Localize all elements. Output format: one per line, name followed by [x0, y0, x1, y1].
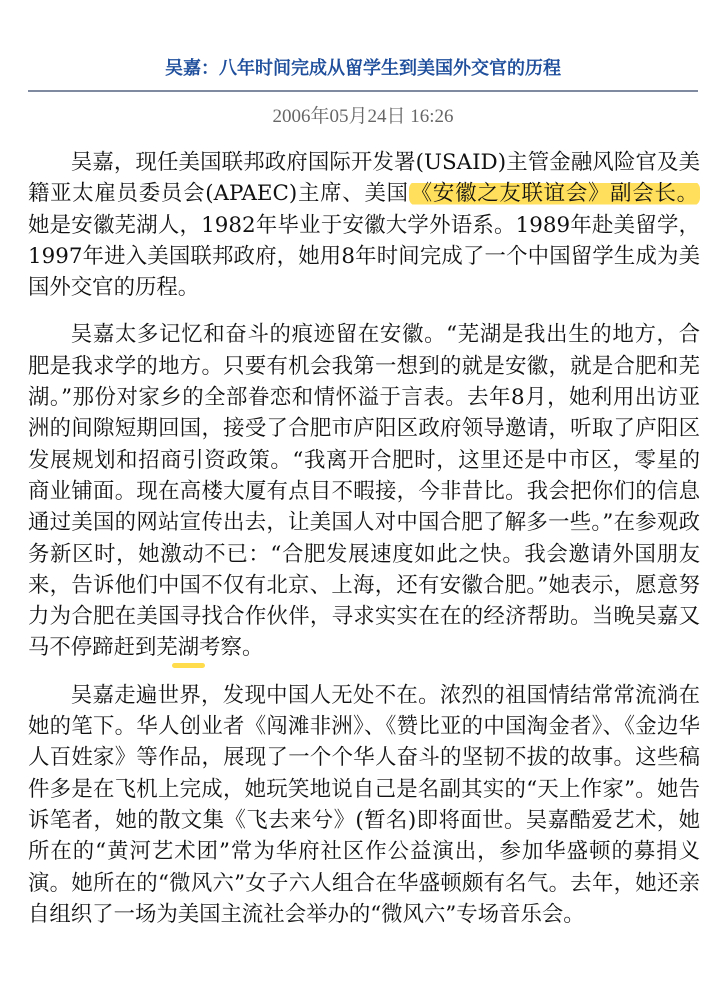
paragraph-2-text-b: 考察。 [199, 635, 264, 661]
paragraph-1-text-b: 她是安徽芜湖人，1982年毕业于安徽大学外语系。1989年赴美留学，1997年进入美国联邦政府，她用8年时间完成了一个中国留学生成为美国外交官的历程。 [28, 212, 700, 301]
paragraph-2-text-a: 吴嘉太多记忆和奋斗的痕迹留在安徽。“芜湖是我出生的地方，合肥是我求学的地方。只要有机会我第一想到的就是安徽，就是合肥和芜湖。”那份对家乡的全部眷恋和情怀溢于言表。去年8月，她利用出访亚洲的间隙短期回国，接受了合肥市庐阳区政府领导邀请，听取了庐阳区发展规划和招商引资政策。“我离开合肥时，这里还是中市区，零星的商业铺面。现在高楼大厦有点目不暇接，今非昔比。我会把你们的信息通过美国的网站宣传出去，让美国人对中国合肥了解多一些。”在参观政务新区时，她激动不已：“合肥发展速度如此之快。我会邀请外国朋友来，告诉他们中国不仅有北京、上海，还有安徽合肥。”她表示，愿意努力为合肥在美国寻找合作伙伴，寻求实实在在的经济帮助。当晚吴嘉又马不停蹄赶到芜 [28, 322, 700, 661]
highlighted-text: 《安徽之友联谊会》副会长。 [410, 181, 698, 207]
underlined-text: 湖 [177, 635, 200, 661]
article-title: 吴嘉：八年时间完成从留学生到美国外交官的历程 [165, 58, 561, 79]
paragraph-1-text-a: 吴嘉，现任美国联邦政府国际开发署(USAID)主管金融风险官及美籍亚太雇员委员会(APAEC)主席、美国 [28, 150, 700, 207]
publish-date: 2006年05月24日 16:26 [272, 106, 454, 127]
article-body [28, 147, 700, 946]
paragraph-2 [28, 319, 700, 663]
paragraph-3: 吴嘉走遍世界，发现中国人无处不在。浓烈的祖国情结常常流淌在她的笔下。华人创业者《闯滩非洲》、《赞比亚的中国淘金者》、《金边华人百姓家》等作品，展现了一个个华人奋斗的坚韧不拔的故事。这些稿件多是在飞机上完成，她玩笑地说自己是名副其实的“天上作家”。她告诉笔者，她的散文集《飞去来兮》(暂名)即将面世。吴嘉酷爱艺术，她所在的“黄河艺术团”常为华府社区作公益演出，参加华盛顿的募捐义演。她所在的“微风六”女子六人组合在华盛顿颇有名气。去年，她还亲自组织了一场为美国主流社会举办的“微风六”专场音乐会。 [28, 682, 700, 927]
paragraph-1 [28, 147, 700, 303]
title-divider [28, 90, 698, 92]
